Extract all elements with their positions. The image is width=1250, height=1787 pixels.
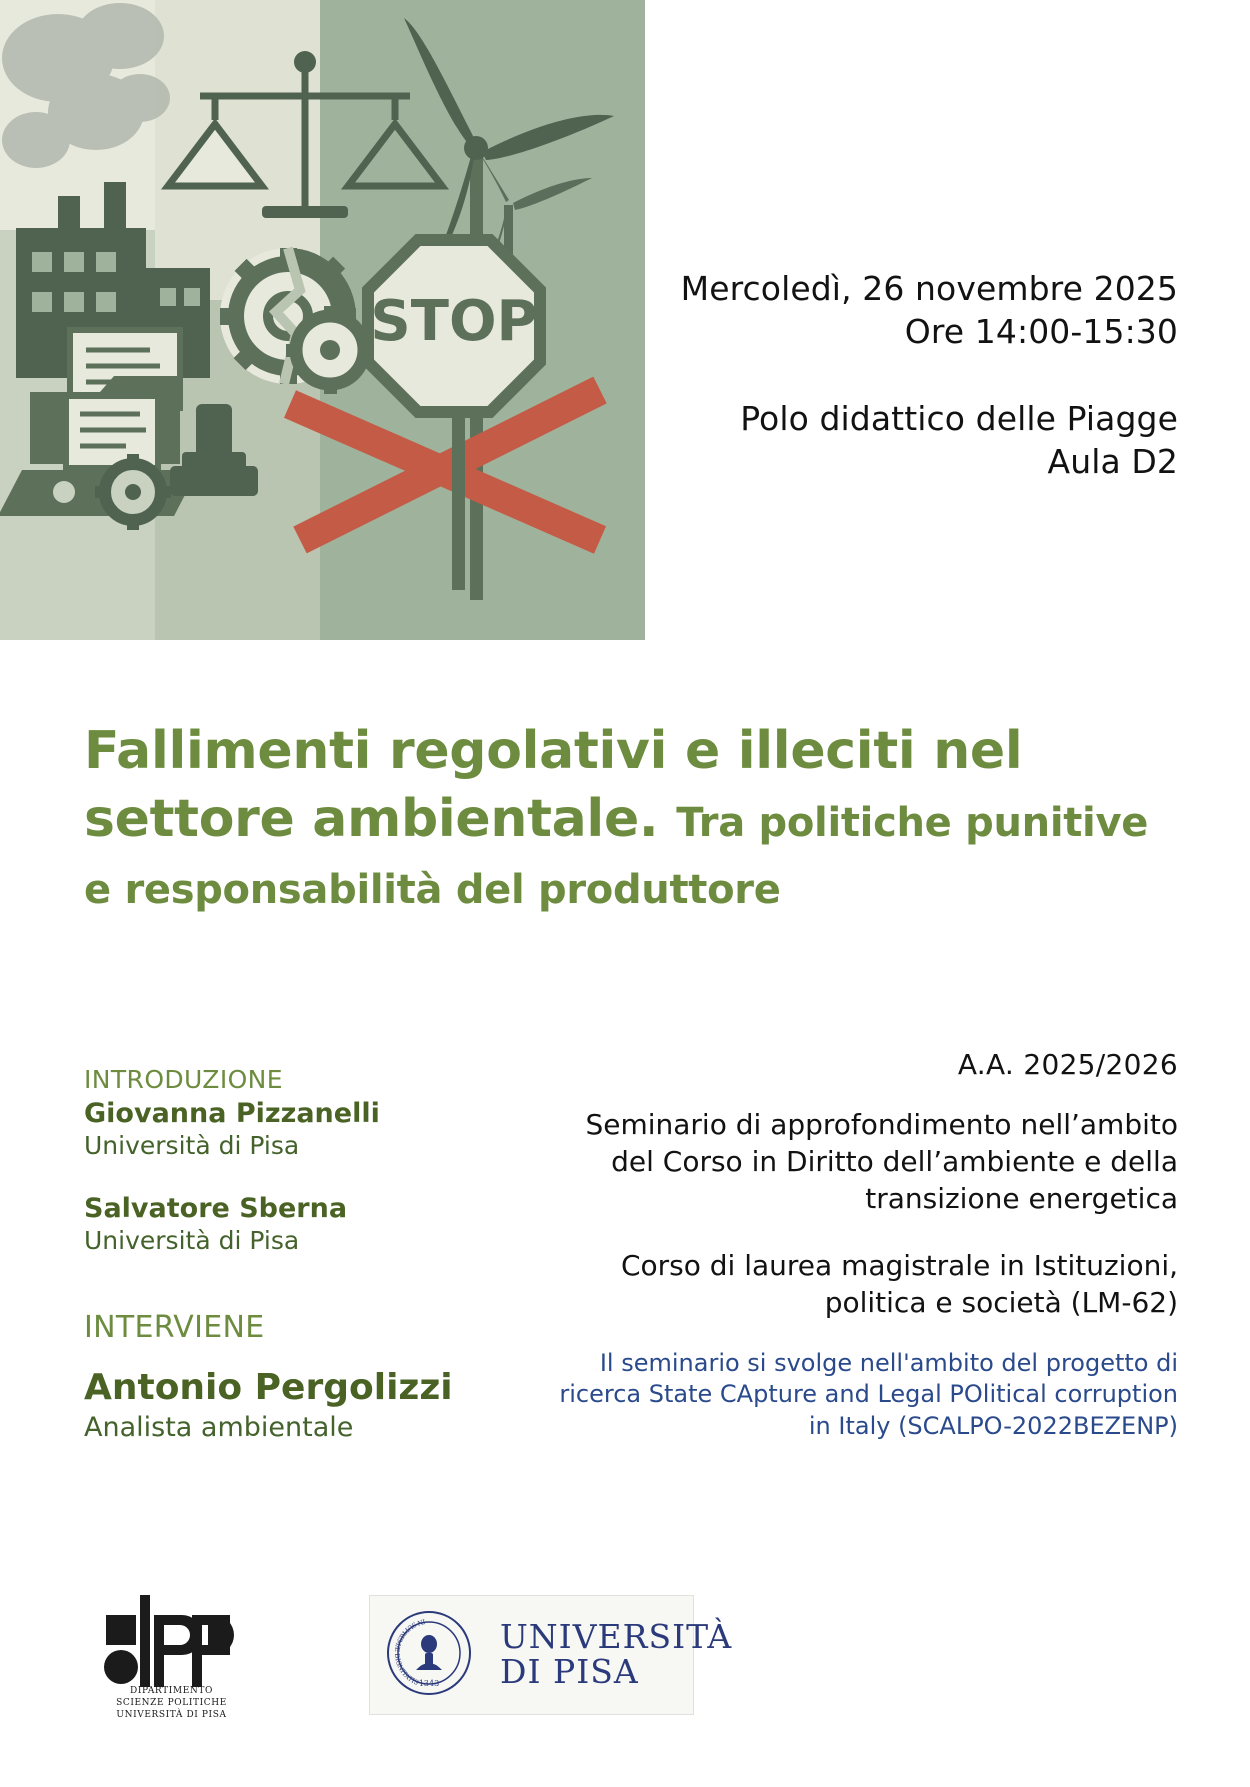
speakers-section [84, 1065, 554, 1445]
speaker-affiliation-2: Università di Pisa [84, 1226, 300, 1256]
event-datetime [618, 268, 1178, 354]
unipi-line-2: DI PISA [500, 1652, 639, 1691]
event-room: Aula D2 [1047, 441, 1178, 481]
dsp-caption-line-3: UNIVERSITÀ DI PISA [116, 1710, 227, 1721]
event-location [618, 398, 1178, 484]
degree-program: Corso di laurea magistrale in Istituzioni, politica e società (LM-62) [620, 1248, 1178, 1319]
stop-sign-label: STOP [370, 289, 538, 354]
spacer [84, 1349, 554, 1365]
guest-affiliation: Analista ambientale [84, 1411, 354, 1443]
guest-label: INTERVIENE [84, 1309, 265, 1345]
page-title [84, 718, 1174, 921]
footer-logos [84, 1581, 1164, 1731]
header-section [0, 0, 1250, 640]
dsp-caption-line-2: SCIENZE POLITICHE [116, 1698, 227, 1709]
event-venue: Polo didattico delle Piagge [740, 398, 1178, 438]
title-section [84, 718, 1174, 921]
speaker-affiliation-1: Università di Pisa [84, 1131, 300, 1161]
unipi-logo [369, 1595, 733, 1715]
academic-year: A.A. 2025/2026 [957, 1048, 1178, 1081]
event-details [618, 268, 1178, 484]
unipi-seal-icon [386, 1610, 472, 1700]
title-main: Fallimenti regolativi e illeciti nel settore ambientale. [84, 721, 1023, 849]
dsp-logo-caption [84, 1685, 259, 1721]
research-project-note: Il seminario si svolge nell'ambito del progetto di ricerca State CApture and Legal POlitical corruption in Italy (SCALPO-2022BEZENP) [559, 1348, 1178, 1441]
intro-label: INTRODUZIONE [84, 1065, 283, 1094]
seminar-description: Seminario di approfondimento nell’ambito del Corso in Diritto dell’ambiente e della transizione energetica [585, 1108, 1178, 1215]
spacer [84, 1163, 554, 1193]
unipi-year-text: 1343 [418, 1679, 440, 1688]
event-date: Mercoledì, 26 novembre 2025 [680, 269, 1178, 308]
speaker-name-2: Salvatore Sberna [84, 1192, 348, 1224]
cover-illustration [0, 0, 645, 640]
title-subtitle: Tra politiche punitive e responsabilità del produttore [84, 799, 1149, 914]
speaker-name-1: Giovanna Pizzanelli [84, 1098, 380, 1129]
course-section [538, 1048, 1178, 1443]
guest-name: Antonio Pergolizzi [84, 1366, 453, 1408]
unipi-wordmark [500, 1617, 733, 1691]
unipi-line-1: UNIVERSITÀ [500, 1617, 733, 1657]
unipi-motto-text: IN SUPREMÆ DIGNITATIS [392, 1617, 426, 1687]
dsp-caption-line-1: DIPARTIMENTO [130, 1686, 213, 1696]
event-time: Ore 14:00-15:30 [904, 311, 1178, 351]
spacer [84, 1258, 554, 1310]
